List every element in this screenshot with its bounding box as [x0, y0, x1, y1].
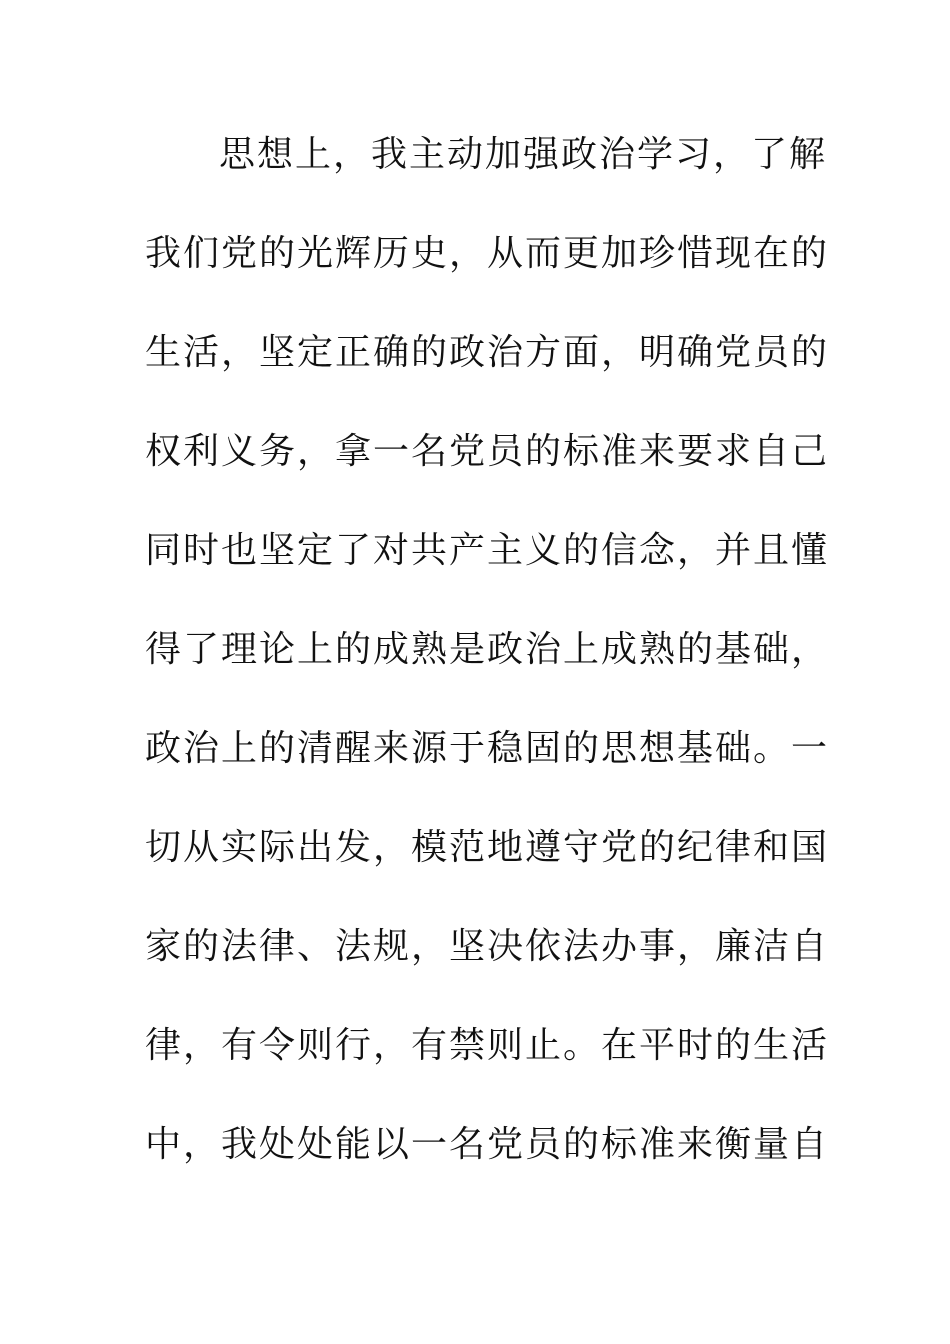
paragraph-line-6: 得了理论上的成熟是政治上成熟的基础，: [145, 629, 830, 670]
paragraph-line-2: 我们党的光辉历史，从而更加珍惜现在的: [145, 233, 830, 274]
paragraph-line-3: 生活，坚定正确的政治方面，明确党员的: [145, 332, 830, 373]
paragraph: [145, 124, 830, 1213]
paragraph-line-7: 政治上的清醒来源于稳固的思想基础。一: [145, 728, 830, 769]
paragraph-line-10: 律，有令则行，有禁则止。在平时的生活: [145, 1025, 830, 1066]
paragraph-line-11: 中，我处处能以一名党员的标准来衡量自: [145, 1124, 830, 1165]
paragraph-line-1: 思想上，我主动加强政治学习，了解: [219, 134, 828, 175]
paragraph-line-9: 家的法律、法规，坚决依法办事，廉洁自: [145, 926, 830, 967]
paragraph-line-4: 权利义务，拿一名党员的标准来要求自己: [145, 431, 830, 472]
paragraph-line-5: 同时也坚定了对共产主义的信念，并且懂: [145, 530, 830, 571]
paragraph-line-8: 切从实际出发，模范地遵守党的纪律和国: [145, 827, 830, 868]
